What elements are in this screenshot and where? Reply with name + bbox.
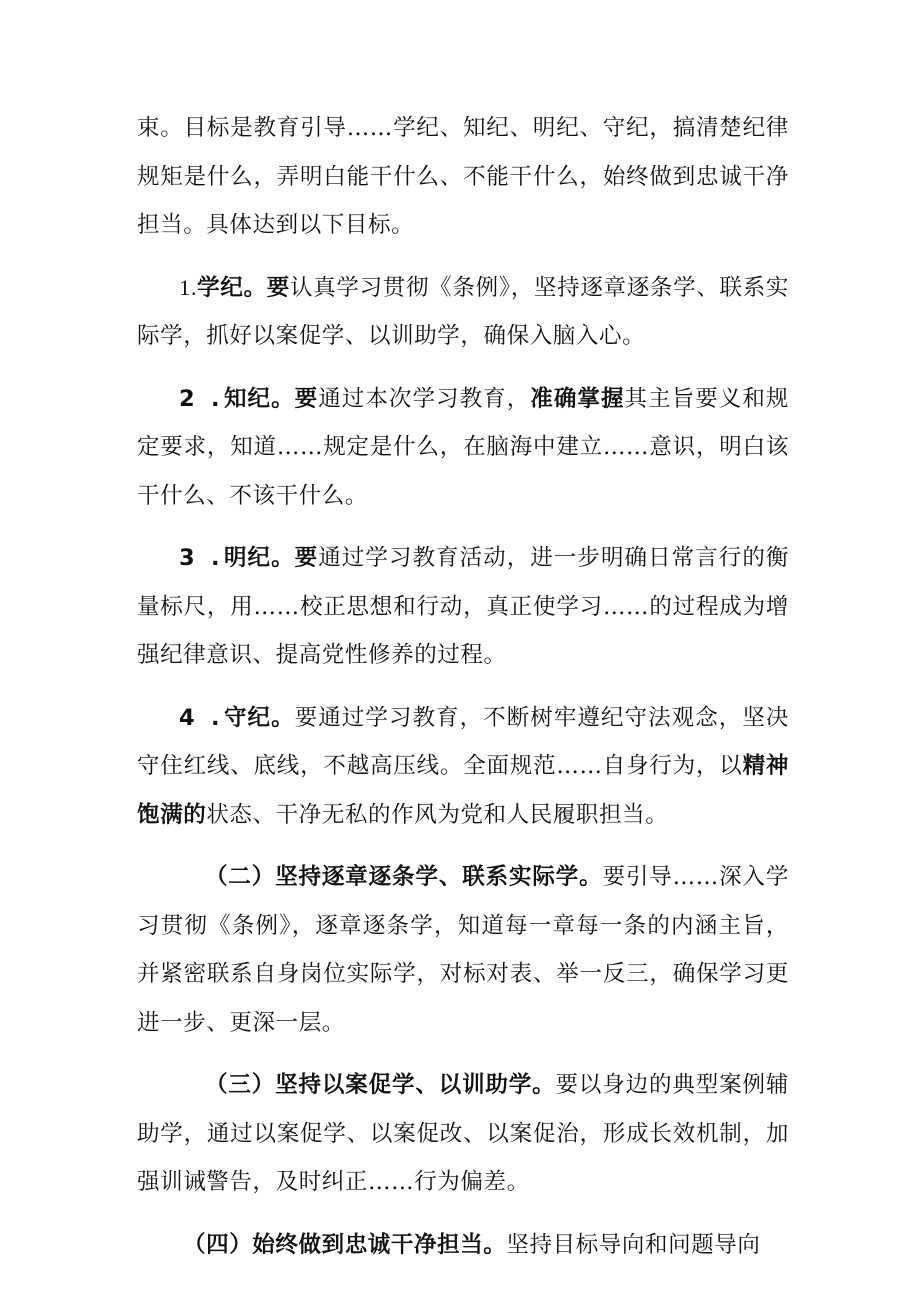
item-body: 通过本次学习教育， bbox=[318, 385, 531, 412]
item-body: 要通过学习教育，不断树牢遵纪守法观念，坚决守住红线、底线，不越高压线。全面规范……自身行为，以 bbox=[137, 704, 789, 779]
item-number: 2 . bbox=[179, 385, 224, 412]
item-number: 1. bbox=[179, 274, 198, 300]
paragraph-text: 束。目标是教育引导……学纪、知纪、明纪、守纪，搞清楚纪律规矩是什么，弄明白能干什么、不能干什么，始终做到忠诚干净担当。具体达到以下目标。 bbox=[137, 115, 789, 238]
paragraph-section-2 bbox=[137, 853, 789, 1047]
emphasis-text: 精神饱满的 bbox=[137, 753, 789, 828]
document-body bbox=[137, 104, 789, 1283]
paragraph-goals-intro bbox=[137, 104, 789, 250]
item-body: 认真学习贯彻《条例》，坚持逐章逐条学、联系实际学，抓好以案促学、以训助学，确保入脑入心。 bbox=[137, 274, 790, 349]
section-heading: （三）坚持以案促学、以训助学。 bbox=[205, 1072, 556, 1098]
section-body: 要引导……深入学习贯彻《条例》，逐章逐条学，知道每一章每一条的内涵主旨，并紧密联系自身岗位实际学，对标对表、举一反三，确保学习更进一步、更深一层。 bbox=[137, 864, 789, 1036]
item-number: 4 . bbox=[179, 704, 224, 731]
section-heading: （二）坚持逐章逐条学、联系实际学。 bbox=[205, 864, 603, 890]
emphasis-text: 准确掌握 bbox=[530, 385, 625, 412]
item-number: 3 . bbox=[179, 545, 224, 571]
item-heading: 学纪。要 bbox=[197, 274, 290, 301]
paragraph-section-3 bbox=[137, 1061, 789, 1207]
item-heading: 知纪。要 bbox=[223, 385, 319, 412]
item-heading: 明纪。要 bbox=[223, 545, 319, 571]
paragraph-section-4 bbox=[137, 1221, 789, 1270]
paragraph-xueji bbox=[137, 264, 789, 361]
section-body: 坚持目标导向和问题导向 bbox=[506, 1231, 761, 1258]
item-body-continued: 其主旨要义和规定要求，知道……规定是什么，在脑海中建立……意识，明白该干什么、不该干什么。 bbox=[137, 385, 789, 509]
section-heading: （四）始终做到忠诚干净担当。 bbox=[183, 1231, 507, 1258]
item-body-continued: 状态、干净无私的作风为党和人民履职担当。 bbox=[206, 801, 669, 828]
item-body: 通过学习教育活动，进一步明确日常言行的衡量标尺，用……校正思想和行动，真正使学习……的过程成为增强纪律意识、提高党性修养的过程。 bbox=[137, 545, 789, 668]
paragraph-zhiji bbox=[137, 375, 789, 521]
paragraph-shouji bbox=[137, 694, 789, 840]
paragraph-mingji bbox=[137, 534, 789, 680]
item-heading: 守纪。 bbox=[223, 704, 295, 731]
section-body: 要以身边的典型案例辅助学，通过以案促学、以案促改、以案促治，形成长效机制，加强训诫警告，及时纠正……行为偏差。 bbox=[137, 1072, 789, 1195]
